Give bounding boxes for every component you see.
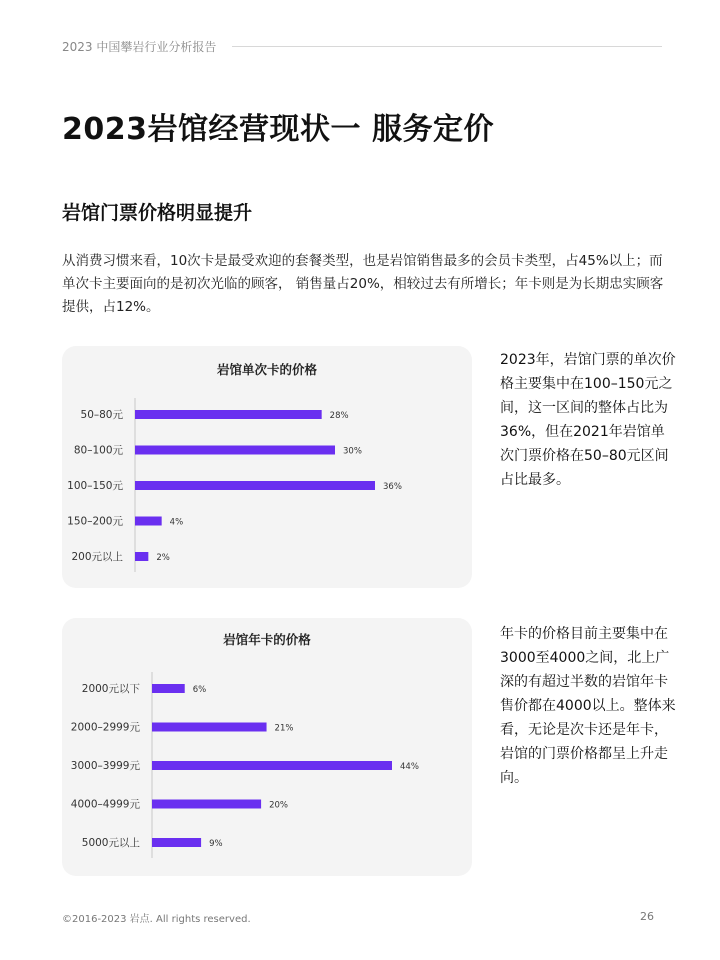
header-divider [232, 46, 662, 47]
data-label: 28% [329, 411, 349, 421]
section-subtitle: 岩馆门票价格明显提升 [62, 202, 253, 224]
data-label: 36% [383, 482, 402, 492]
single-ticket-commentary: 2023年，岩馆门票的单次价格主要集中在100–150元之间，这一区间的整体占比为36%，但在2021年岩馆单次门票价格在50–80元区间占比最多。 [500, 352, 676, 488]
category-label: 5000元以上 [81, 837, 140, 849]
category-label: 4000–4999元 [70, 798, 140, 811]
annual-card-commentary: 年卡的价格目前主要集中在3000至4000之间，北上广深的有超过半数的岩馆年卡售价都在4000以上。整体来看，无论是次卡还是年卡，岩馆的门票价格都呈上升走向。 [500, 626, 676, 786]
data-label: 20% [269, 800, 288, 811]
report-header: 2023 中国攀岩行业分析报告 [62, 40, 217, 54]
data-label: 21% [274, 723, 294, 734]
page-title: 2023岩馆经营现状一 服务定价 [62, 112, 494, 147]
bar [152, 800, 261, 809]
bar [135, 481, 375, 490]
copyright: ©2016-2023 岩点. All rights reserved. [62, 914, 251, 925]
data-label: 44% [400, 762, 419, 772]
single-ticket-price-chart [62, 346, 472, 588]
bar [152, 684, 185, 693]
bar [135, 446, 335, 455]
data-label: 9% [209, 839, 223, 849]
bar [152, 761, 392, 770]
category-label: 80–100元 [73, 444, 123, 457]
annual-card-price-chart [62, 618, 472, 876]
category-label: 50–80元 [80, 409, 123, 421]
bar [152, 723, 267, 732]
data-label: 2% [156, 553, 170, 563]
data-label: 6% [192, 685, 207, 695]
category-label: 3000–3999元 [70, 760, 140, 772]
page-number: 26 [640, 910, 654, 923]
chart-title: 岩馆年卡的价格 [223, 632, 311, 647]
intro-paragraph: 从消费习惯来看，10次卡是最受欢迎的套餐类型，也是岩馆销售最多的会员卡类型，占45%以上；而单次卡主要面向的是初次光临的顾客， 销售量占20%，相较过去有所增长；年卡则是为长期忠实顾客提供，占12%。 [62, 253, 664, 315]
category-label: 200元以上 [71, 551, 123, 563]
single-ticket-chart-panel [62, 346, 472, 588]
category-label: 100–150元 [67, 480, 123, 492]
bar [135, 410, 322, 419]
data-label: 4% [169, 517, 184, 528]
annual-card-chart-panel [62, 618, 472, 876]
category-label: 2000元以下 [81, 683, 140, 695]
category-label: 150–200元 [67, 515, 123, 528]
category-label: 2000–2999元 [70, 721, 140, 734]
bar [135, 552, 148, 561]
data-label: 30% [343, 446, 362, 457]
bar [135, 517, 162, 526]
chart-title: 岩馆单次卡的价格 [216, 362, 318, 377]
bar [152, 838, 201, 847]
